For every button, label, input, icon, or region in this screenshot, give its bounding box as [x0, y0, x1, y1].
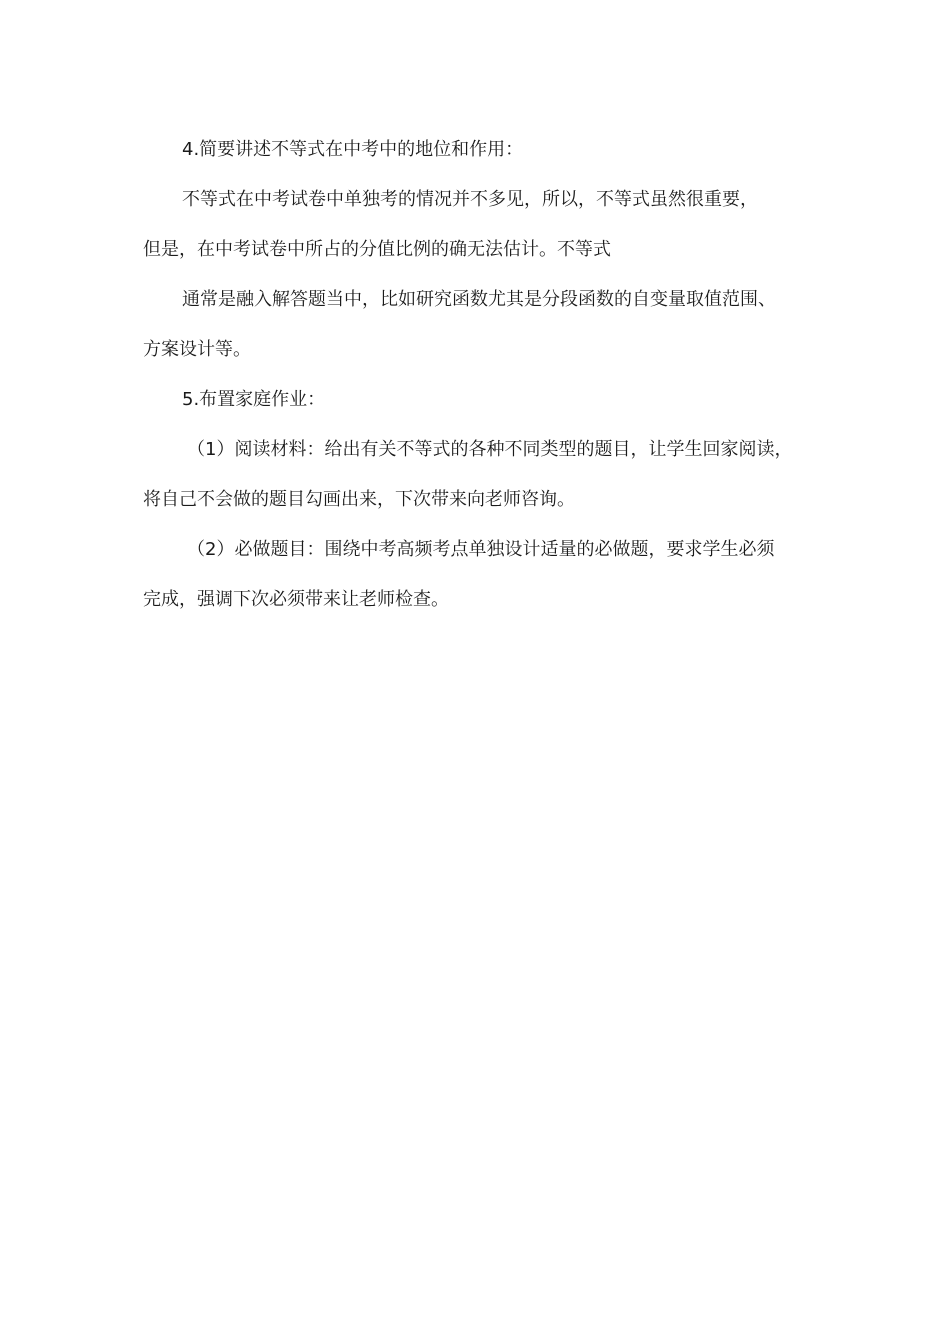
- paragraph-line: 将自己不会做的题目勾画出来，下次带来向老师咨询。: [143, 489, 575, 510]
- paragraph-line: 方案设计等。: [143, 339, 251, 360]
- section-5-heading: 5.布置家庭作业：: [182, 389, 326, 410]
- paragraph-line: 但是，在中考试卷中所占的分值比例的确无法估计。不等式: [143, 239, 611, 260]
- homework-item-1: （1）阅读材料：给出有关不等式的各种不同类型的题目，让学生回家阅读，: [187, 439, 793, 460]
- homework-item-2: （2）必做题目：围绕中考高频考点单独设计适量的必做题，要求学生必须: [187, 539, 775, 560]
- paragraph-line: 通常是融入解答题当中，比如研究函数尤其是分段函数的自变量取值范围、: [182, 289, 776, 310]
- paragraph-line: 不等式在中考试卷中单独考的情况并不多见，所以，不等式虽然很重要，: [182, 189, 758, 210]
- section-4-heading: 4.简要讲述不等式在中考中的地位和作用：: [182, 139, 524, 160]
- paragraph-line: 完成，强调下次必须带来让老师检查。: [143, 589, 449, 610]
